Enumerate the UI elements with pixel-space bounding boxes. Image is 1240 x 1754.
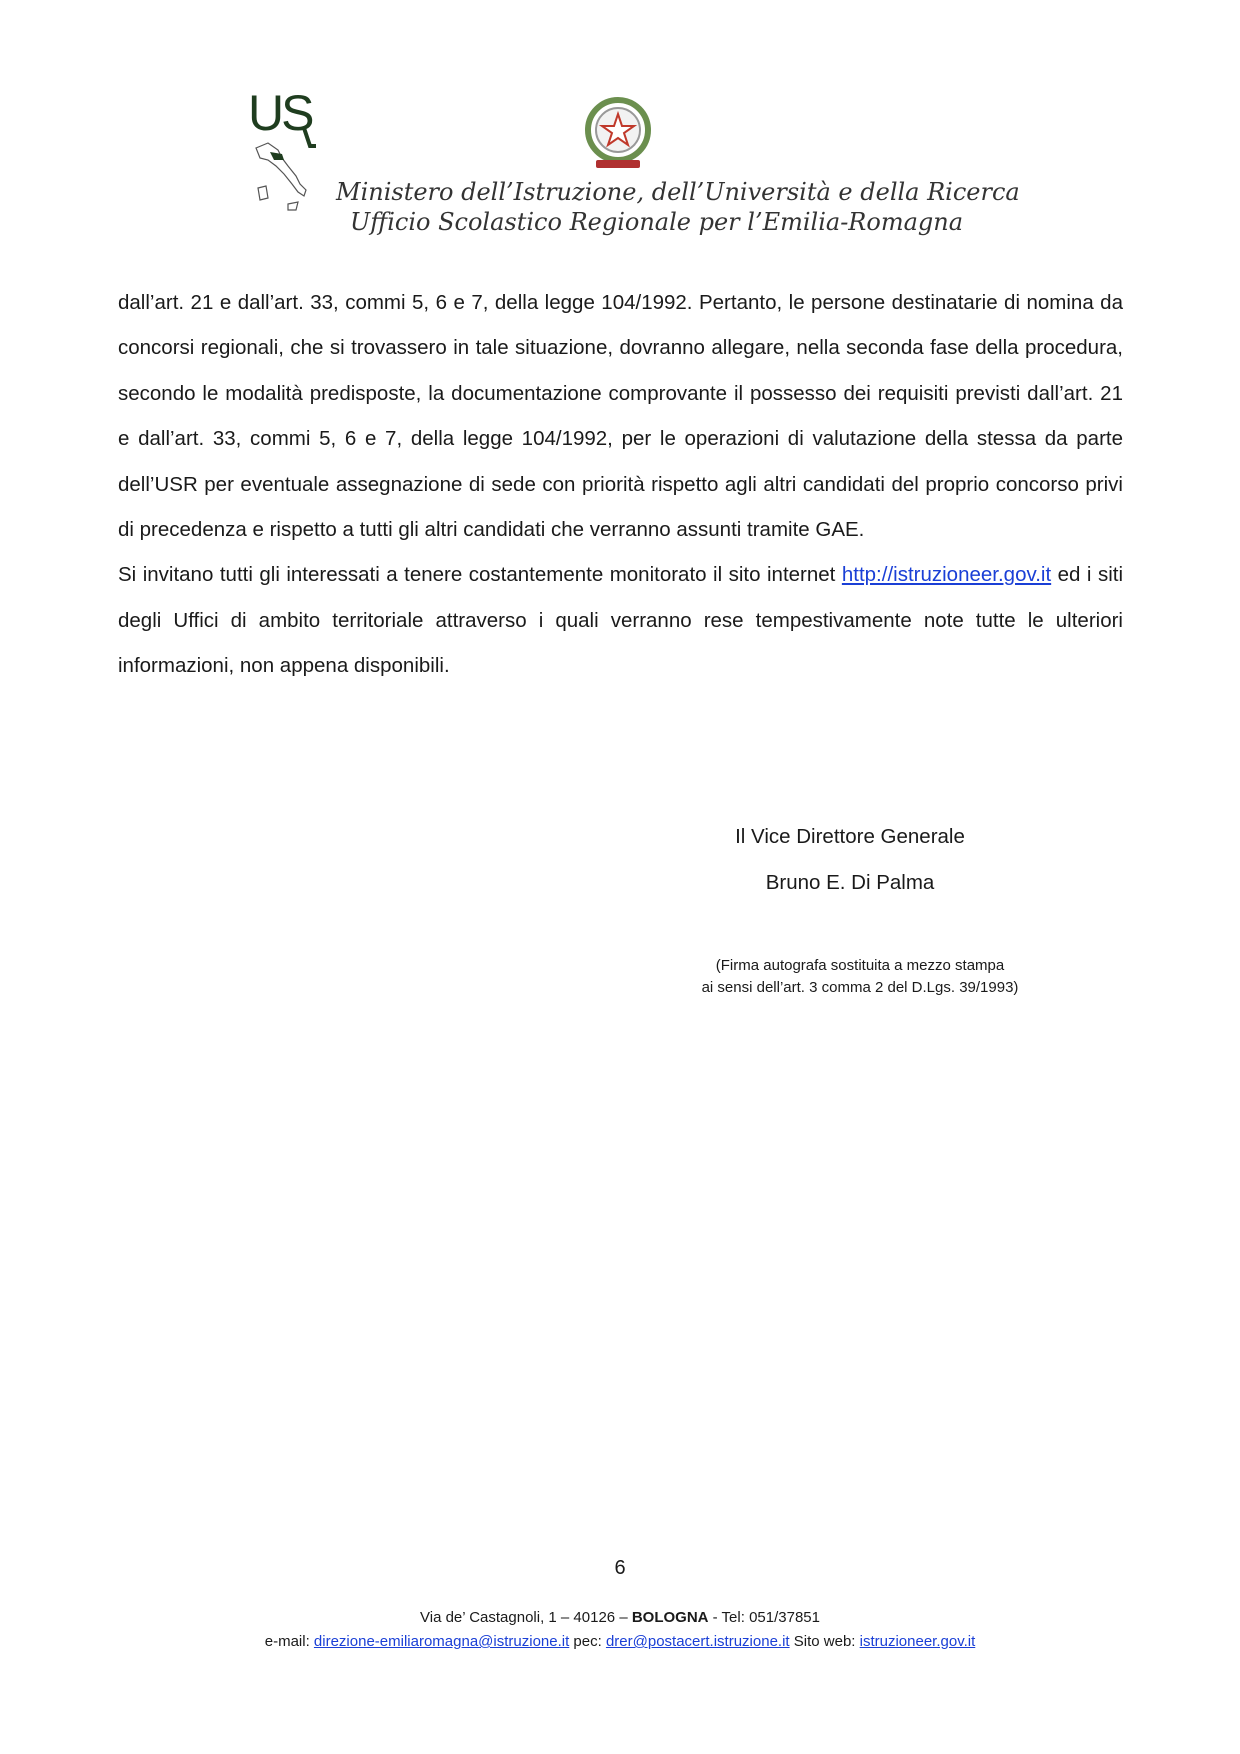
signature-block	[720, 814, 980, 906]
signature-note-line: (Firma autografa sostituita a mezzo stampa	[715, 957, 1005, 974]
signature-note	[680, 955, 1040, 999]
letterhead	[0, 0, 1240, 250]
signer-name: Bruno E. Di Palma	[765, 871, 935, 894]
signature-note-line: ai sensi dell’art. 3 comma 2 del D.Lgs. 39/1993)	[701, 979, 1019, 996]
phone-text: - Tel: 051/37851	[708, 1609, 820, 1626]
usr-logo-icon	[248, 88, 338, 218]
signer-role: Il Vice Direttore Generale	[735, 825, 965, 848]
email-label: e-mail:	[264, 1633, 314, 1650]
footer	[0, 1606, 1240, 1654]
footer-contacts	[0, 1630, 1240, 1654]
office-name: Ufficio Scolastico Regionale per l’Emilia-Romagna	[350, 208, 964, 236]
address-city: BOLOGNA	[631, 1609, 709, 1626]
pec-link[interactable]: drer@postacert.istruzione.it	[605, 1633, 790, 1650]
website-label: Sito web:	[789, 1633, 860, 1650]
svg-text:US: US	[248, 88, 312, 141]
body-text	[118, 280, 1123, 689]
email-link[interactable]: direzione-emiliaromagna@istruzione.it	[313, 1633, 570, 1650]
paragraph: dall’art. 21 e dall’art. 33, commi 5, 6 e 7, della legge 104/1992. Pertanto, le persone destinatarie di nomina da concorsi regionali, che si trovassero in tale situazione, dovranno allegare, nella seconda fase della procedura, secondo le modalità predisposte, la documentazione comprovante il possesso dei requisiti previsti dall’art. 21 e dall’art. 33, commi 5, 6 e 7, della legge 104/1992, per le operazioni di valutazione della stessa da parte dell’USR per eventuale assegnazione di sede con priorità rispetto agli altri candidati del proprio concorso privi di precedenza e rispetto a tutti gli altri candidati che verranno assunti tramite GAE.	[118, 291, 1123, 542]
page-number: 6	[614, 1557, 626, 1579]
website-link[interactable]: http://istruzioneer.gov.it	[841, 563, 1052, 587]
paragraph-text: Si invitano tutti gli interessati a tenere costantemente monitorato il sito internet	[118, 563, 842, 587]
pec-label: pec:	[569, 1633, 606, 1650]
footer-website-link[interactable]: istruzioneer.gov.it	[859, 1633, 976, 1650]
paragraph-text: ed i siti degli Uffici di ambito territoriale attraverso i quali verranno rese tempestivamente note tutte le ulteriori informazioni, non appena disponibili.	[118, 563, 1124, 678]
paragraph	[118, 552, 1123, 688]
footer-address	[0, 1606, 1240, 1630]
address-text: Via de’ Castagnoli, 1 – 40126 –	[420, 1609, 632, 1626]
ministry-name: Ministero dell’Istruzione, dell’Università e della Ricerca	[336, 178, 1020, 206]
republic-emblem-icon	[574, 90, 662, 178]
